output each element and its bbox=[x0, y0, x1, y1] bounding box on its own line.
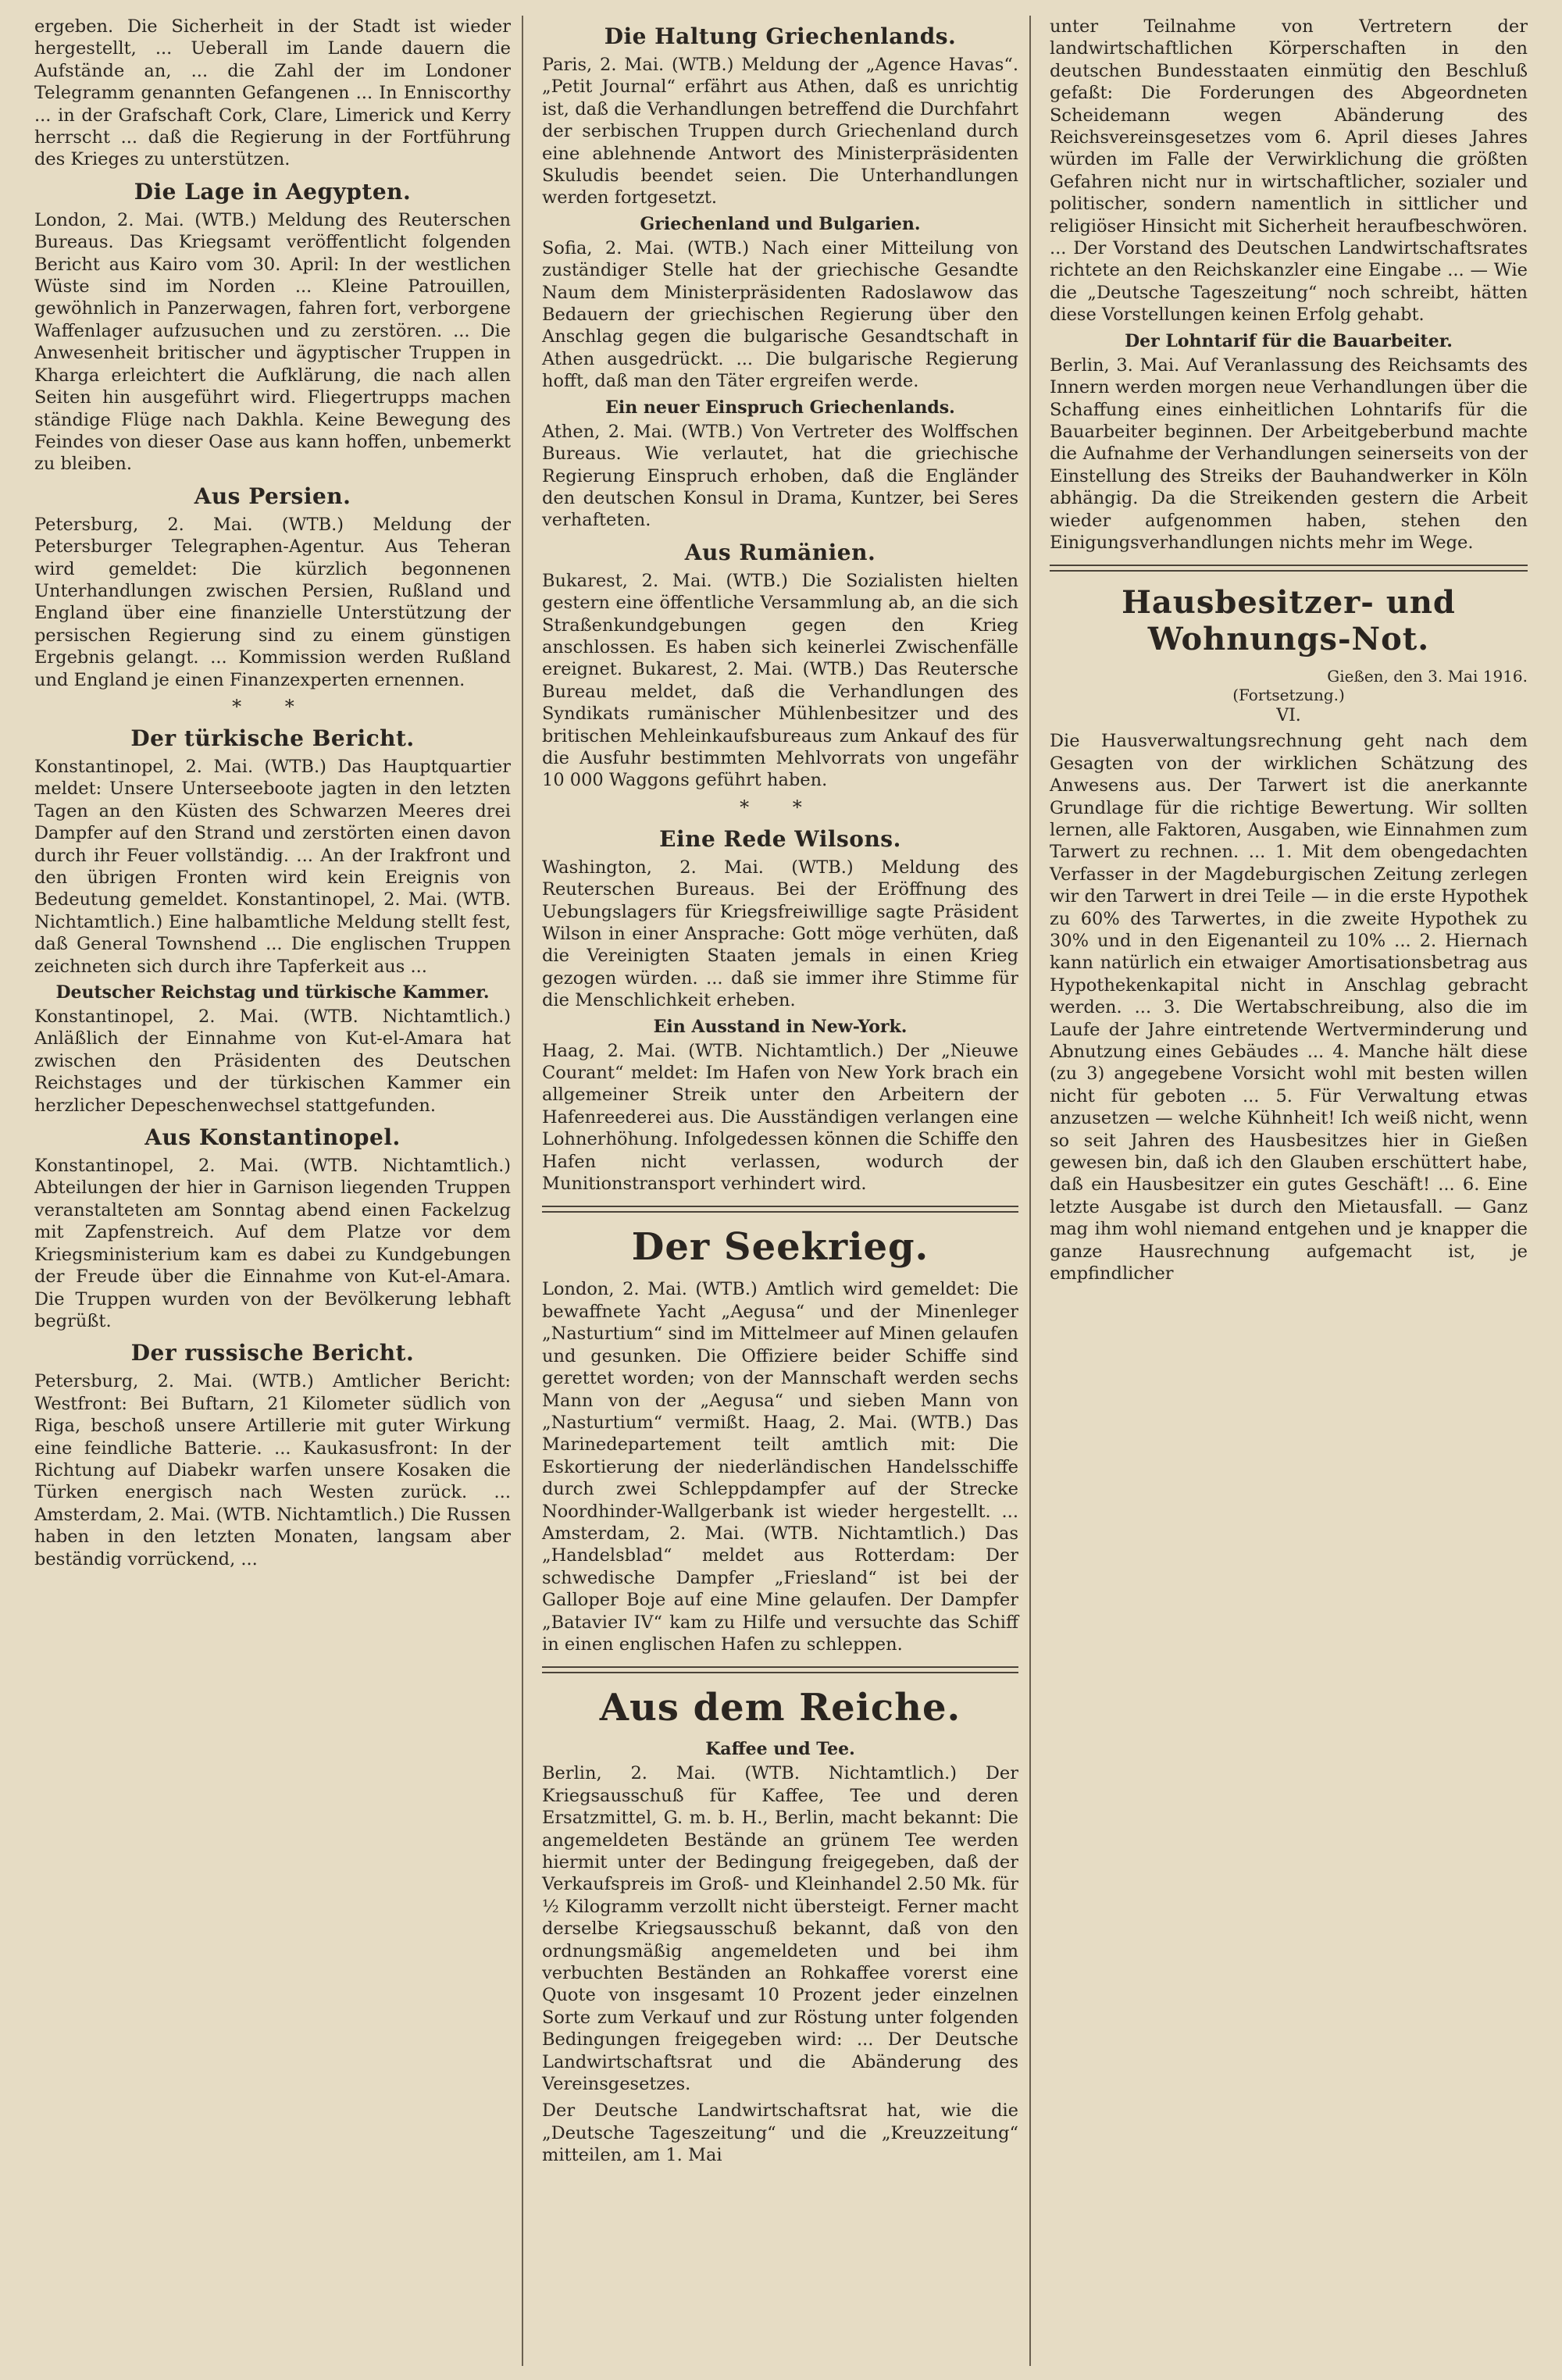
article-text: Konstantinopel, 2. Mai. (WTB.) Das Hauptquartier meldet: Unsere Unterseeboote jagten in den letzten Tagen an den Küsten des Schwarzen Meeres drei Dampfer auf den Strand und zerstörten einen davon durch ihr Feuer vollständig. ... An der Irakfront und den übrigen Fronten wird kein Ereignis von Bedeutung gemeldet. Konstantinopel, 2. Mai. (WTB. Nichtamtlich.) Eine halbamtliche Meldung stellt fest, daß General Townshend ... Die englischen Truppen zeichneten sich durch ihre Tapferkeit aus ... bbox=[34, 756, 511, 977]
article-text: Athen, 2. Mai. (WTB.) Von Vertreter des Wolffschen Bureaus. Wie verlautet, hat die griechische Regierung Einspruch erhoben, daß die Engländer den deutschen Konsul in Drama, Kuntzer, bei Seres verhafteten. bbox=[542, 421, 1018, 531]
article-text: Paris, 2. Mai. (WTB.) Meldung der „Agence Havas“. „Petit Journal“ erfährt aus Athen, daß es unrichtig ist, daß die Verhandlungen betreffend die Durchfahrt der serbischen Truppen durch Griechenland durch eine ablehnende Antwort des Ministerpräsidenten Skuludis beendet seien. Die Unterhandlungen werden fortgesetzt. bbox=[542, 55, 1018, 208]
dateline: Gießen, den 3. Mai 1916. bbox=[1327, 667, 1528, 686]
section-title: Aus dem Reiche. bbox=[599, 1686, 961, 1730]
article-heading: Kaffee und Tee. bbox=[705, 1739, 855, 1760]
article-heading: Eine Rede Wilsons. bbox=[659, 825, 901, 852]
article-text: Petersburg, 2. Mai. (WTB.) Meldung der Petersburger Telegraphen-Agentur. Aus Teheran wird gemeldet: Die kürzlich begonnenen Unterhandlungen zwischen Persien, Rußland und England über eine finanzielle Unterstützung der persischen Regierung sind zu einem günstigen Ergebnis gelangt. ... Kommission werden Rußland und England je einen Finanzexperten ernennen. bbox=[34, 514, 511, 690]
section-title: Der Seekrieg. bbox=[631, 1225, 929, 1270]
newspaper-page bbox=[23, 16, 1539, 2366]
column-3 bbox=[1039, 16, 1539, 2366]
article-text: Washington, 2. Mai. (WTB.) Meldung des Reuterschen Bureaus. Bei der Eröffnung des Uebungslagers für Kriegsfreiwillige sagte Präsident Wilson in einer Ansprache: Gott möge verhüten, daß die Vereinigten Staaten jemals in einen Krieg gezogen würden. ... daß sie immer ihre Stimme für die Menschlichkeit erheben. bbox=[542, 857, 1018, 1011]
section-rule bbox=[1050, 565, 1528, 572]
article-text: unter Teilnahme von Vertretern der landwirtschaftlichen Körperschaften in den deutschen Bundesstaaten einmütig den Beschluß gefaßt: Die Forderungen des Abgeordneten Scheidemann wegen Abänderung des Reichsvereinsgesetzes vom 6. April dieses Jahres würden im Falle der Verwirklichung die größten Gefahren nicht nur in wirtschaftlicher, sozialer und politischer, sondern namentlich in sittlicher und religiöser Hinsicht mit Sicherheit heraufbeschwören. ... Der Vorstand des Deutschen Landwirtschaftsrates richtete an den Reichskanzler eine Eingabe ... — Wie die „Deutsche Tageszeitung“ noch schreibt, hätten diese Vorstellungen keinen Erfolg gehabt. bbox=[1050, 16, 1528, 326]
article-text: Haag, 2. Mai. (WTB. Nichtamtlich.) Der „Nieuwe Courant“ meldet: Im Hafen von New York brach ein allgemeiner Streik unter den Arbeitern der Hafenreederei aus. Die Ausständigen verlangen eine Lohnerhöhung. Infolgedessen können die Schiffe den Hafen nicht verlassen, wodurch der Munitionstransport verhindert wird. bbox=[542, 1040, 1018, 1195]
column-2 bbox=[531, 16, 1031, 2366]
article-text: Konstantinopel, 2. Mai. (WTB. Nichtamtlich.) Anläßlich der Einnahme von Kut-el-Amara hat zwischen den Präsidenten des Deutschen Reichstages und der türkischen Kammer ein herzlicher Depeschenwechsel stattgefunden. bbox=[34, 1007, 511, 1116]
article-text: Der Deutsche Landwirtschaftsrat hat, wie die „Deutsche Tageszeitung“ und die „Kreuzzeitung“ mitteilen, am 1. Mai bbox=[542, 2100, 1018, 2166]
section-rule bbox=[542, 1666, 1018, 1673]
article-text: London, 2. Mai. (WTB.) Amtlich wird gemeldet: Die bewaffnete Yacht „Aegusa“ und der Minenleger „Nasturtium“ sind im Mittelmeer auf Minen gelaufen und gesunken. Die Offiziere beider Schiffe sind gerettet worden; von der Mannschaft werden sechs Mann von der „Aegusa“ und sieben Mann von „Nasturtium“ vermißt. Haag, 2. Mai. (WTB.) Das Marinedepartement teilt amtlich mit: Die Eskortierung der niederländischen Handelsschiffe durch zwei Schleppdampfer auf der Strecke Noordhinder-Wallgerbank ist wieder hergestellt. ... Amsterdam, 2. Mai. (WTB. Nichtamtlich.) Das „Handelsblad“ meldet aus Rotterdam: Der schwedische Dampfer „Friesland“ ist bei der Galloper Boje auf eine Mine gelaufen. Der Dampfer „Batavier IV“ kam zu Hilfe und versuchte das Schiff in einen englischen Hafen zu schleppen. bbox=[542, 1279, 1018, 1655]
article-heading: Aus Persien. bbox=[194, 483, 351, 509]
article-text: Bukarest, 2. Mai. (WTB.) Die Sozialisten hielten gestern eine öffentliche Versammlung ab, an die sich Straßenkundgebungen gegen den Krieg anschlossen. Es haben sich keinerlei Zwischenfälle ereignet. Bukarest, 2. Mai. (WTB.) Das Reutersche Bureau meldet, daß die Verhandlungen des Syndikats rumänischer Mühlenbesitzer und des britischen Mehleinkaufsbureaus zum Ankauf des für die Ausfuhr bestimmten Mehlvorrats von ungefähr 10 000 Waggons geführt haben. bbox=[542, 570, 1018, 791]
article-heading: Ein neuer Einspruch Griechenlands. bbox=[605, 397, 955, 418]
article-heading: Der russische Bericht. bbox=[130, 1340, 415, 1366]
article-heading: Aus Konstantinopel. bbox=[144, 1124, 401, 1151]
article-heading: Die Haltung Griechenlands. bbox=[604, 23, 957, 49]
article-text: London, 2. Mai. (WTB.) Meldung des Reuterschen Bureaus. Das Kriegsamt veröffentlicht folgenden Bericht aus Kairo vom 30. April: In der westlichen Wüste sind im Norden ... Kleine Patrouillen, gewöhnlich in Panzerwagen, fahren fort, verborgene Waffenlager aufzusuchen und zu zerstören. ... Die Anwesenheit britischer und ägyptischer Truppen in Kharga erleichtert die Aufklärung, die nach allen Seiten hin ausgeführt wird. Fliegertrupps machen ständige Flüge nach Dakhla. Keine Bewegung des Feindes von dieser Oase aus kann hoffen, unbemerkt zu bleiben. bbox=[34, 209, 511, 475]
section-divider: * * bbox=[740, 796, 821, 818]
continuation-note: (Fortsetzung.) bbox=[1232, 686, 1345, 705]
article-heading: Ein Ausstand in New-York. bbox=[653, 1016, 908, 1037]
section-rule bbox=[542, 1206, 1018, 1213]
article-text: Sofia, 2. Mai. (WTB.) Nach einer Mitteilung von zuständiger Stelle hat der griechische Gesandte Naum dem Ministerpräsidenten Radoslawow das Bedauern der griechischen Regierung über den Anschlag gegen die bulgarische Gesandtschaft in Athen ausgedrückt. ... Die bulgarische Regierung hofft, daß man den Täter ergreifen werde. bbox=[542, 237, 1018, 392]
article-heading: Die Lage in Aegypten. bbox=[134, 178, 412, 205]
article-heading: Griechenland und Bulgarien. bbox=[640, 213, 921, 234]
part-number: VI. bbox=[1276, 706, 1301, 726]
article-text: ergeben. Die Sicherheit in der Stadt ist wieder hergestellt, ... Ueberall im Lande dauern die Aufstände an, ... die Zahl der im Londoner Telegramm genannten Gefangenen ... In Enniscorthy ... in der Grafschaft Cork, Clare, Limerick und Kerry herrscht ... daß die Regierung in der Fortführung des Krieges zu unterstützen. bbox=[34, 16, 511, 170]
article-heading: Deutscher Reichstag und türkische Kammer. bbox=[55, 982, 490, 1003]
section-title: Hausbesitzer- und Wohnungs-Not. bbox=[1122, 584, 1456, 658]
article-text: Konstantinopel, 2. Mai. (WTB. Nichtamtlich.) Abteilungen der hier in Garnison liegenden Truppen veranstalteten am Sonntag abend einen Fackelzug mit Zapfenstreich. Auf dem Platze vor dem Kriegsministerium kam es dabei zu Kundgebungen der Freude über die Einnahme von Kut-el-Amara. Die Truppen wurden von der Bevölkerung lebhaft begrüßt. bbox=[34, 1156, 511, 1331]
article-heading: Der Lohntarif für die Bauarbeiter. bbox=[1125, 330, 1453, 351]
article-text: Berlin, 3. Mai. Auf Veranlassung des Reichsamts des Innern werden morgen neue Verhandlungen über die Schaffung eines einheitlichen Lohntarifs für die Bauarbeiter beginnen. Der Arbeitgeberbund machte die Aufnahme der Verhandlungen seinerseits von der Einstellung des Streiks der Bauhandwerker in Köln abhängig. Da die Streikenden gestern die Arbeit wieder aufgenommen haben, stehen den Einigungsverhandlungen nichts mehr im Wege. bbox=[1050, 355, 1528, 553]
column-1 bbox=[23, 16, 523, 2366]
article-text: Die Hausverwaltungsrechnung geht nach dem Gesagten von der wirklichen Schätzung des Anwesens aus. Der Tarwert ist die anerkannte Grundlage für die richtige Bewertung. Wir sollten lernen, alle Faktoren, Ausgaben, wie Einnahmen zum Tarwert zu rechnen. ... 1. Mit dem obengedachten Verfasser in der Magdeburgischen Zeitung zerlegen wir den Tarwert in drei Teile — in die erste Hypothek zu 60% des Tarwertes, in die zweite Hypothek zu 30% und in den Eigenanteil zu 10% ... 2. Hiernach kann natürlich ein etwaiger Amortisationsbetrag aus Hypothekenkapital nicht in Anschlag gebracht werden. ... 3. Die Wertabschreibung, also die im Laufe der Jahre eintretende Wertverminderung und Abnutzung eines Gebäudes ... 4. Manche hält diese (zu 3) angegebene Vorsicht wohl mit besten willen nicht für geboten ... 5. Für Verwaltung etwas anzusetzen — welche Kühnheit! Ich weiß nicht, wenn so seit Jahren des Hausbesitzes hier in Gießen gewesen bin, daß ich den Glauben erschüttert habe, daß ein Hausbesitzer ein gutes Geschäft! ... 6. Eine letzte Ausgabe ist durch den Mietausfall. — Ganz mag ihm wohl niemand entgehen und je knapper die ganze Hausrechnung aufgemacht ist, je empfindlicher bbox=[1050, 731, 1528, 1284]
article-heading: Der türkische Bericht. bbox=[130, 725, 415, 751]
article-heading: Aus Rumänien. bbox=[684, 539, 876, 565]
article-text: Petersburg, 2. Mai. (WTB.) Amtlicher Bericht: Westfront: Bei Buftarn, 21 Kilometer südlich von Riga, beschoß unsere Artillerie mit guter Wirkung eine feindliche Batterie. ... Kaukasusfront: In der Richtung auf Diabekr warfen unsere Kosaken die Türken energisch nach Westen zurück. ... Amsterdam, 2. Mai. (WTB. Nichtamtlich.) Die Russen haben in den letzten Monaten, langsam aber beständig vorrückend, ... bbox=[34, 1371, 511, 1569]
article-text: Berlin, 2. Mai. (WTB. Nichtamtlich.) Der Kriegsausschuß für Kaffee, Tee und deren Ersatzmittel, G. m. b. H., Berlin, macht bekannt: Die angemeldeten Bestände an grünem Tee werden hiermit unter der Bedingung freigegeben, daß der Verkaufspreis im Groß- und Kleinhandel 2.50 Mk. für ½ Kilogramm verzollt nicht übersteigt. Ferner macht derselbe Kriegsausschuß bekannt, daß von den ordnungsmäßig angemeldeten und bei ihm verbuchten Beständen an Rohkaffee vorerst eine Quote von insgesamt 10 Prozent jeder einzelnen Sorte zum Verkauf und zur Röstung unter folgenden Bedingungen freigegeben wird: ... Der Deutsche Landwirtschaftsrat und die Abänderung des Vereinsgesetzes. bbox=[542, 1763, 1018, 2095]
section-divider: * * bbox=[232, 695, 313, 718]
